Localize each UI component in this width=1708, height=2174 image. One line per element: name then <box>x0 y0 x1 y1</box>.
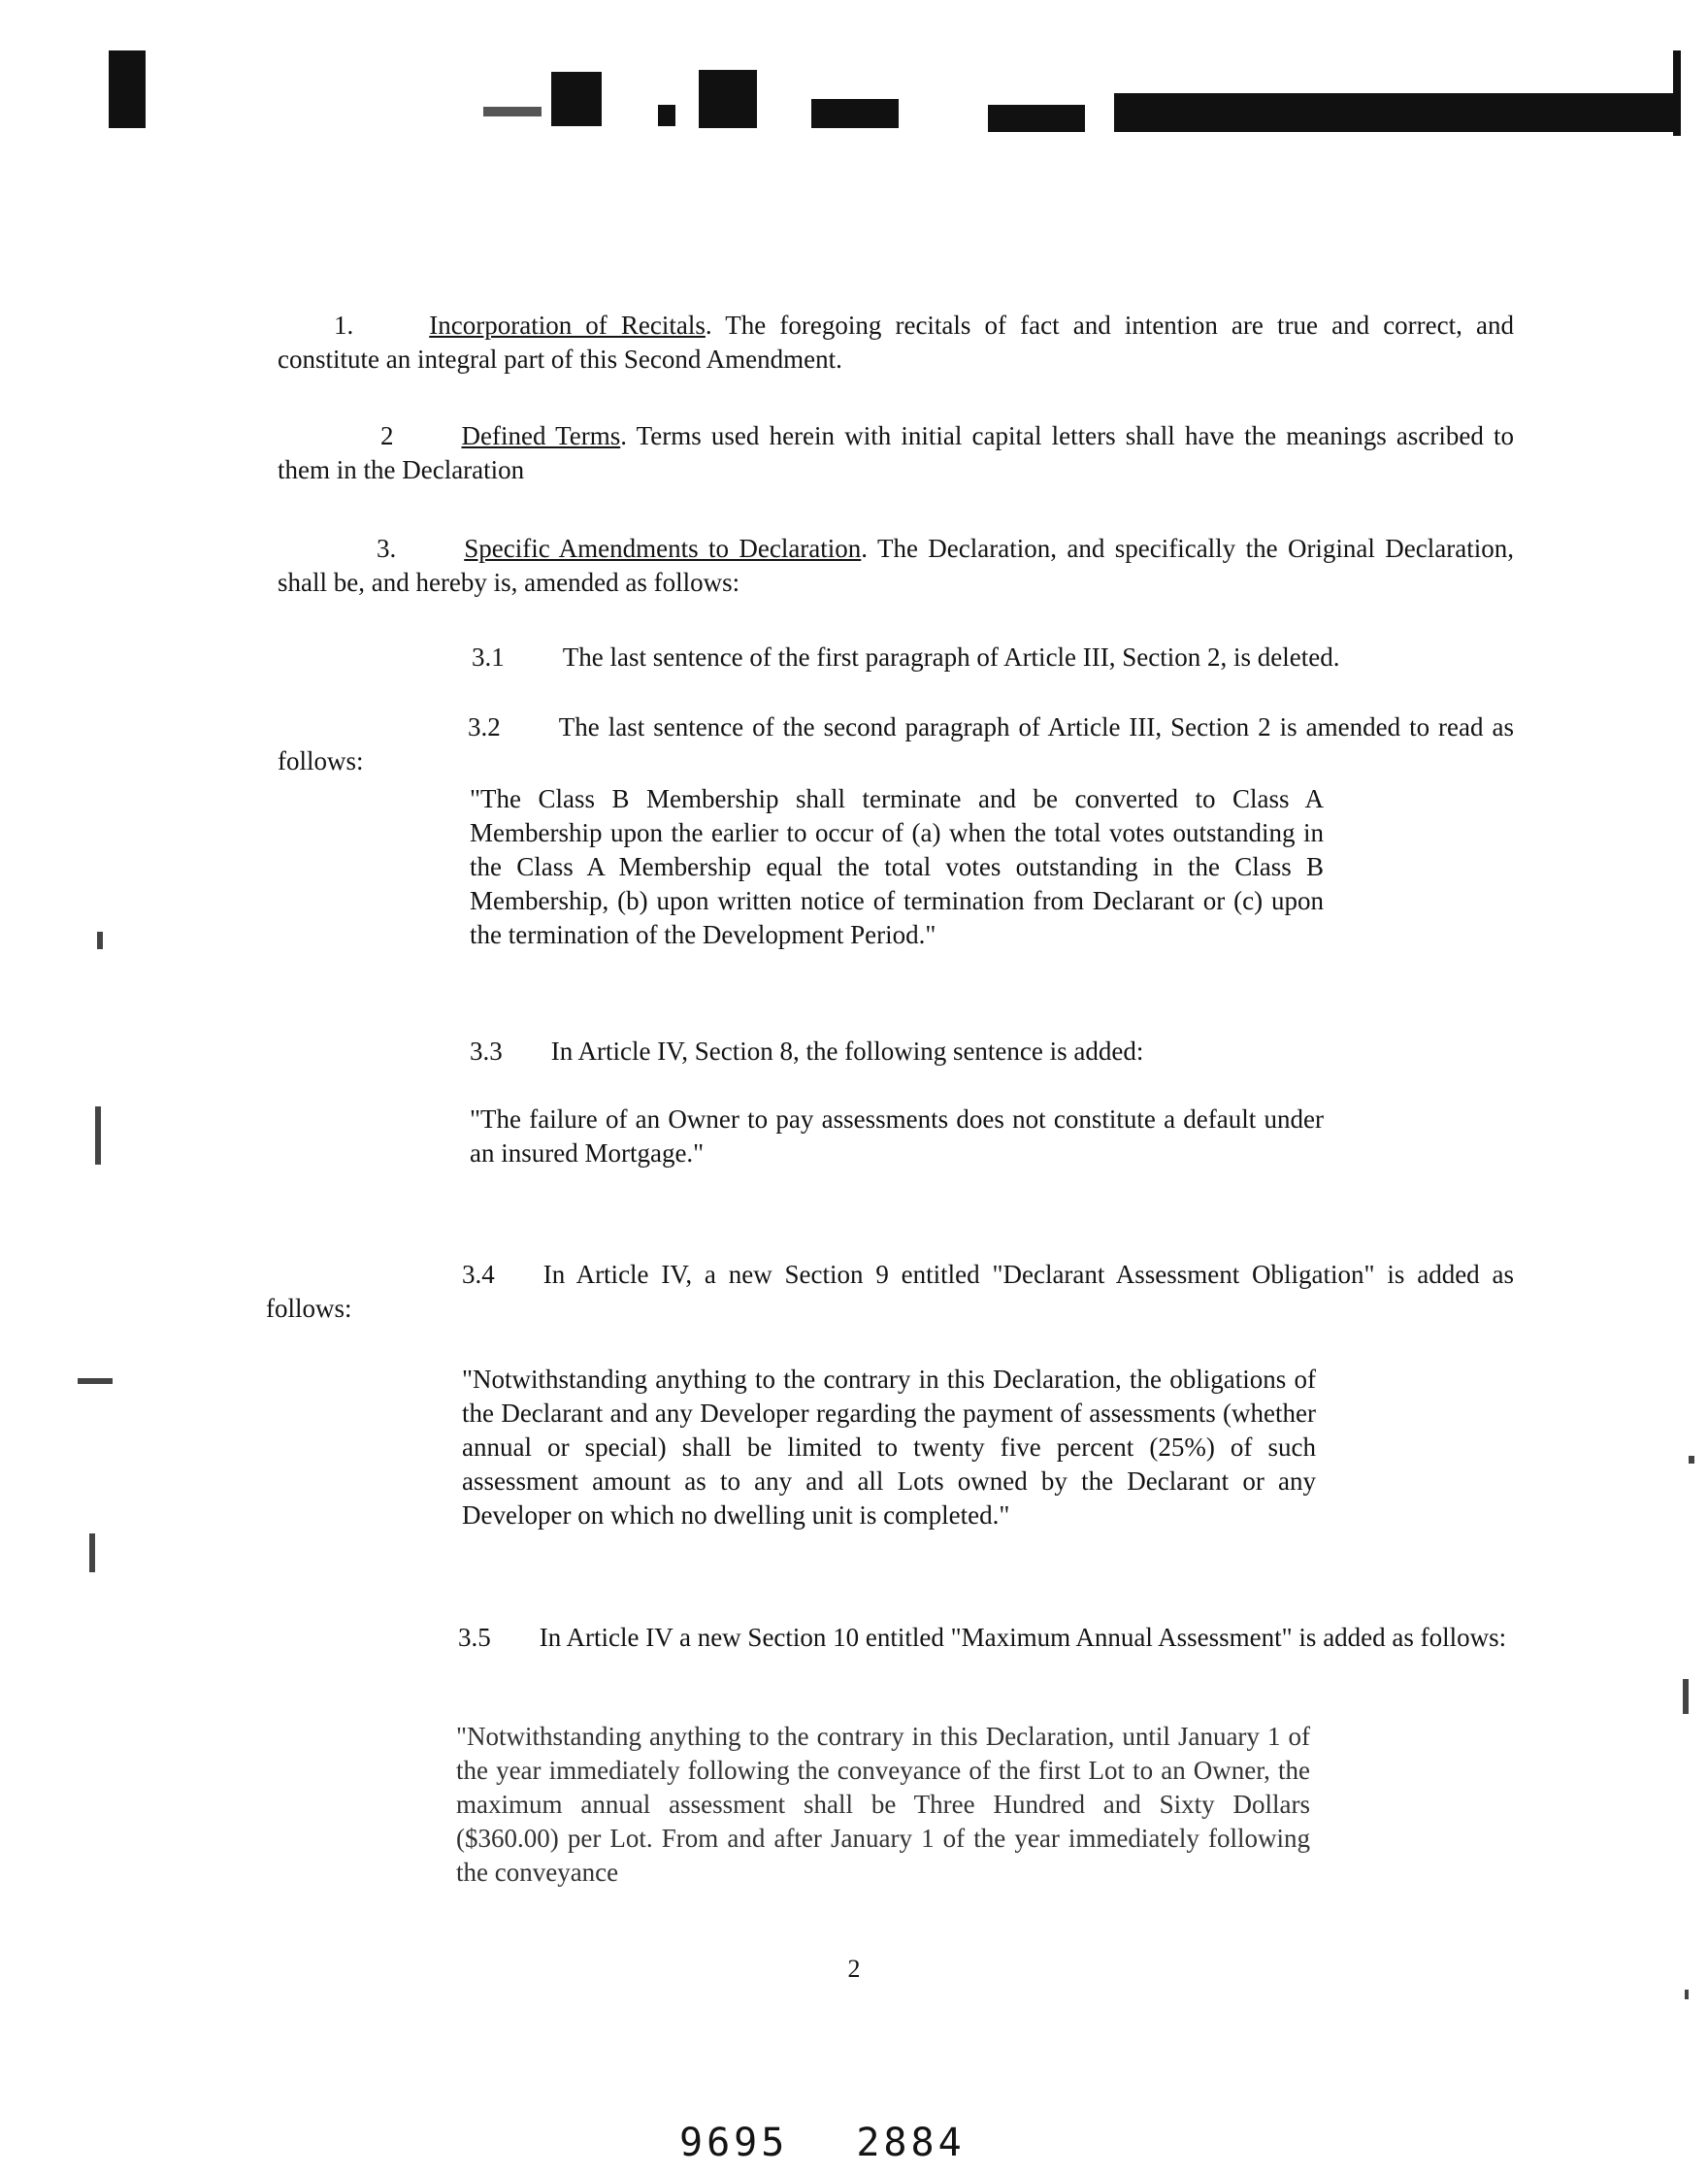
subsection-3-5-text: In Article IV a new Section 10 entitled "Maximum Annual Assessment" is added as follows: <box>539 1623 1507 1652</box>
section-2-heading: Defined Terms <box>461 421 621 450</box>
section-1-heading: Incorporation of Recitals <box>429 311 706 340</box>
recording-book-number: 9695 <box>679 2121 789 2165</box>
recording-stamp <box>679 2121 1034 2165</box>
section-3-text: . The Declaration, and specifically the Original Declaration, shall be, and hereby is, amended as follows: <box>278 534 1514 597</box>
subsection-3-3-number: 3.3 <box>470 1037 503 1066</box>
subsection-3-4-text: In Article IV, a new Section 9 entitled "Declarant Assessment Obligation" is added as follows: <box>266 1260 1514 1323</box>
subsection-3-1 <box>278 641 1514 675</box>
quote-3-2: "The Class B Membership shall terminate and be converted to Class A Membership upon the earlier to occur of (a) when the total votes outstanding in the Class A Membership equal the total votes outstanding in the Class B Membership, (b) upon written notice of termination from Declarant or (c) upon the termination of the Development Period." <box>470 784 1324 949</box>
quote-3-4: "Notwithstanding anything to the contrary in this Declaration, the obligations of the Declarant and any Developer regarding the payment of assessments (whether annual or special) shall be limited to twenty five percent (25%) of such assessment amount as to any and all Lots owned by the Declarant or any Developer on which no dwelling unit is completed." <box>462 1365 1316 1530</box>
subsection-3-3-text: In Article IV, Section 8, the following sentence is added: <box>550 1037 1144 1066</box>
section-2 <box>278 419 1514 487</box>
subsection-3-4 <box>266 1258 1514 1326</box>
section-3-heading: Specific Amendments to Declaration <box>464 534 862 563</box>
subsection-3-2 <box>278 710 1514 778</box>
subsection-3-4-number: 3.4 <box>462 1260 495 1289</box>
quote-3-5: "Notwithstanding anything to the contrary in this Declaration, until January 1 of the year immediately following the conveyance of the first Lot to an Owner, the maximum annual assessment shall be Three Hundred and Sixty Dollars ($360.00) per Lot. From and after January 1 of the year immediately following the conveyance <box>456 1722 1310 1887</box>
section-2-text: . Terms used herein with initial capital letters shall have the meanings ascribed to them in the Declaration <box>278 421 1514 484</box>
subsection-3-1-text: The last sentence of the first paragraph of Article III, Section 2, is deleted. <box>562 642 1340 672</box>
subsection-3-5-number: 3.5 <box>458 1623 491 1652</box>
section-1-number: 1. <box>334 311 354 340</box>
recording-page-number: 2884 <box>856 2121 966 2165</box>
quote-3-3: "The failure of an Owner to pay assessments does not constitute a default under an insured Mortgage." <box>470 1104 1324 1168</box>
subsection-3-1-number: 3.1 <box>472 642 505 672</box>
section-2-number: 2 <box>380 421 394 450</box>
subsection-3-5 <box>268 1621 1514 1655</box>
section-1-text: . The foregoing recitals of fact and intention are true and correct, and constitute an integral part of this Second Amendment. <box>278 311 1514 374</box>
subsection-3-2-number: 3.2 <box>468 712 501 741</box>
section-3 <box>278 532 1514 600</box>
section-1 <box>278 309 1514 377</box>
subsection-3-2-text: The last sentence of the second paragraph of Article III, Section 2 is amended to read as follows: <box>278 712 1514 775</box>
section-3-number: 3. <box>377 534 397 563</box>
subsection-3-3 <box>470 1035 1324 1069</box>
page-number: 2 <box>847 1955 861 1983</box>
